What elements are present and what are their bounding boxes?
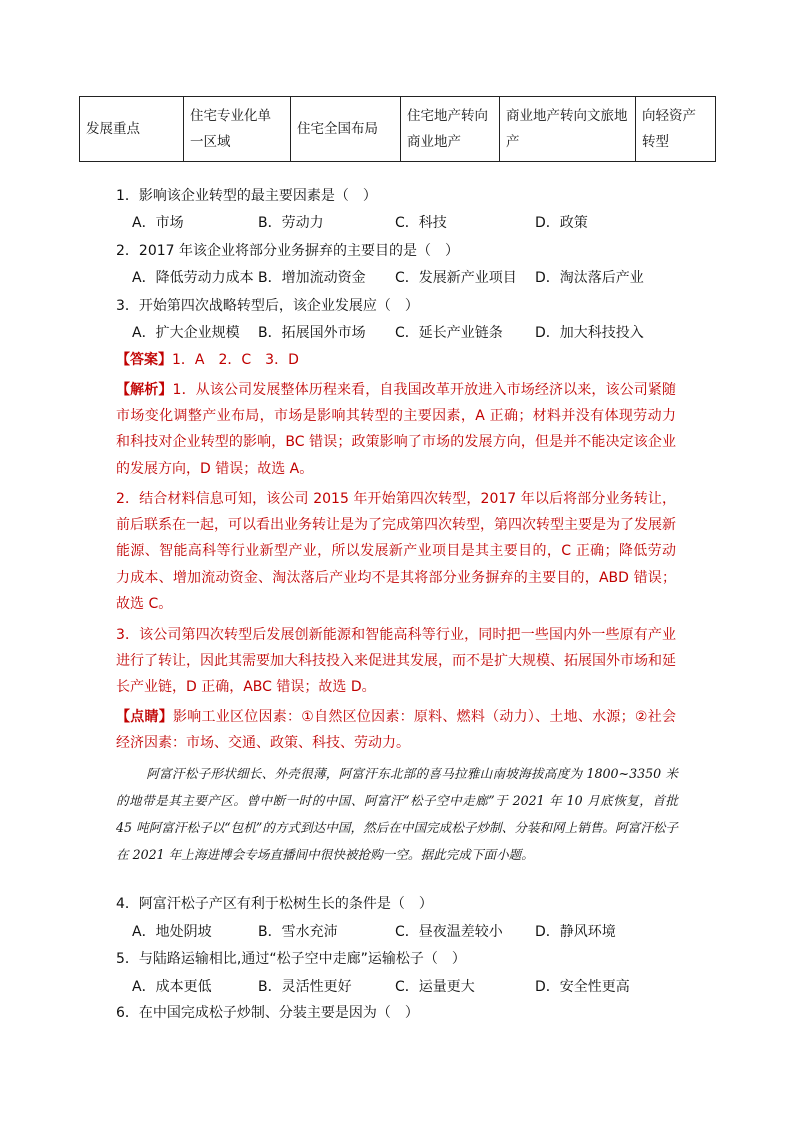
option-c: C．昼夜温差较小 <box>395 924 503 940</box>
option-c: C．延长产业链条 <box>395 325 503 341</box>
option-b: B．劳动力 <box>258 215 324 231</box>
question-4-stem: 4．阿富汗松子产区有利于松树生长的条件是（ ） <box>116 896 433 912</box>
option-d: D．政策 <box>535 215 588 231</box>
question-1-stem: 1．影响该企业转型的最主要因素是（ ） <box>116 188 377 204</box>
table-cell: 住宅全国布局 <box>291 97 401 162</box>
table-cell: 商业地产转向文旅地产 <box>500 97 636 162</box>
analysis-tag: 【解析】 <box>116 382 173 398</box>
question-2-stem: 2．2017 年该企业将部分业务摒弃的主要目的是（ ） <box>116 243 459 259</box>
analysis-paragraph-3: 3．该公司第四次转型后发展创新能源和智能高科等行业，同时把一些国内外一些原有产业进行了转让，因此其需要加大科技投入来促进其发展，而不是扩大规模、拓展国外市场和延长产业链，D 正确，ABC 错误；故选 D。 <box>116 627 676 696</box>
analysis-text-1: 1．从该公司发展整体历程来看，自我国改革开放进入市场经济以来，该公司紧随市场变化调整产业布局，市场是影响其转型的主要因素，A 正确；材料并没有体现劳动力和科技对企业转型的影响，BC 错误；政策影响了市场的发展方向，但是并不能决定该企业的发展方向，D 错误；故选 A。 <box>116 382 677 477</box>
option-b: B．增加流动资金 <box>258 270 366 286</box>
answer-tag: 【答案】 <box>116 352 172 368</box>
question-6-stem: 6．在中国完成松子炒制、分装主要是因为（ ） <box>116 1005 419 1021</box>
table-cell: 发展重点 <box>80 97 184 162</box>
tip-paragraph <box>116 704 676 756</box>
table-cell: 向轻资产转型 <box>636 97 716 162</box>
option-b: B．雪水充沛 <box>258 924 338 940</box>
answer-line <box>116 350 299 370</box>
answer-text: 1．A 2．C 3．D <box>172 352 299 368</box>
analysis-paragraph-1 <box>116 377 676 482</box>
development-table <box>79 96 716 162</box>
material-text: 阿富汗松子形状细长、外壳很薄，阿富汗东北部的喜马拉雅山南坡海拔高度为 1800~3350 米的地带是其主要产区。曾中断一时的中国、阿富汗“松子空中走廊”于 2021 年 10 月底恢复，首批 45 吨阿富汗松子以“包机”的方式到达中国，然后在中国完成松子炒制、分装和网上销售。阿富汗松子在 2021 年上海进博会专场直播间中很快被抢购一空。据此完成下面小题。 <box>116 766 678 862</box>
option-b: B．灵活性更好 <box>258 979 352 995</box>
option-a: A．地处阴坡 <box>132 924 212 940</box>
option-b: B．拓展国外市场 <box>258 325 366 341</box>
table-cell: 住宅地产转向商业地产 <box>401 97 500 162</box>
analysis-paragraph-2: 2．结合材料信息可知，该公司 2015 年开始第四次转型，2017 年以后将部分业务转让，前后联系在一起，可以看出业务转让是为了完成第四次转型，第四次转型主要是为了发展新能源、智能高科等行业新型产业，所以发展新产业项目是其主要目的，C 正确；降低劳动力成本、增加流动资金、淘汰落后产业均不是其将部分业务摒弃的主要目的，ABD 错误；故选 C。 <box>116 491 676 612</box>
tip-tag: 【点睛】 <box>116 709 174 725</box>
option-a: A．市场 <box>132 215 184 231</box>
option-a: A．扩大企业规模 <box>132 325 240 341</box>
tip-text: 影响工业区位因素：①自然区位因素：原料、燃料（动力）、土地、水源；②社会经济因素：市场、交通、政策、科技、劳动力。 <box>116 709 676 752</box>
option-c: C．发展新产业项目 <box>395 270 517 286</box>
table-row <box>80 97 716 162</box>
question-5-stem: 5．与陆路运输相比,通过“松子空中走廊”运输松子（ ） <box>116 951 466 967</box>
option-d: D．安全性更高 <box>535 979 630 995</box>
option-a: A．成本更低 <box>132 979 212 995</box>
question-3-stem: 3．开始第四次战略转型后，该企业发展应（ ） <box>116 298 419 314</box>
option-d: D．加大科技投入 <box>535 325 644 341</box>
option-a: A．降低劳动力成本 <box>132 270 254 286</box>
option-d: D．静风环境 <box>535 924 616 940</box>
material-paragraph <box>116 760 678 868</box>
table-cell: 住宅专业化单一区域 <box>184 97 291 162</box>
option-d: D．淘汰落后产业 <box>535 270 644 286</box>
option-c: C．运量更大 <box>395 979 475 995</box>
option-c: C．科技 <box>395 215 447 231</box>
